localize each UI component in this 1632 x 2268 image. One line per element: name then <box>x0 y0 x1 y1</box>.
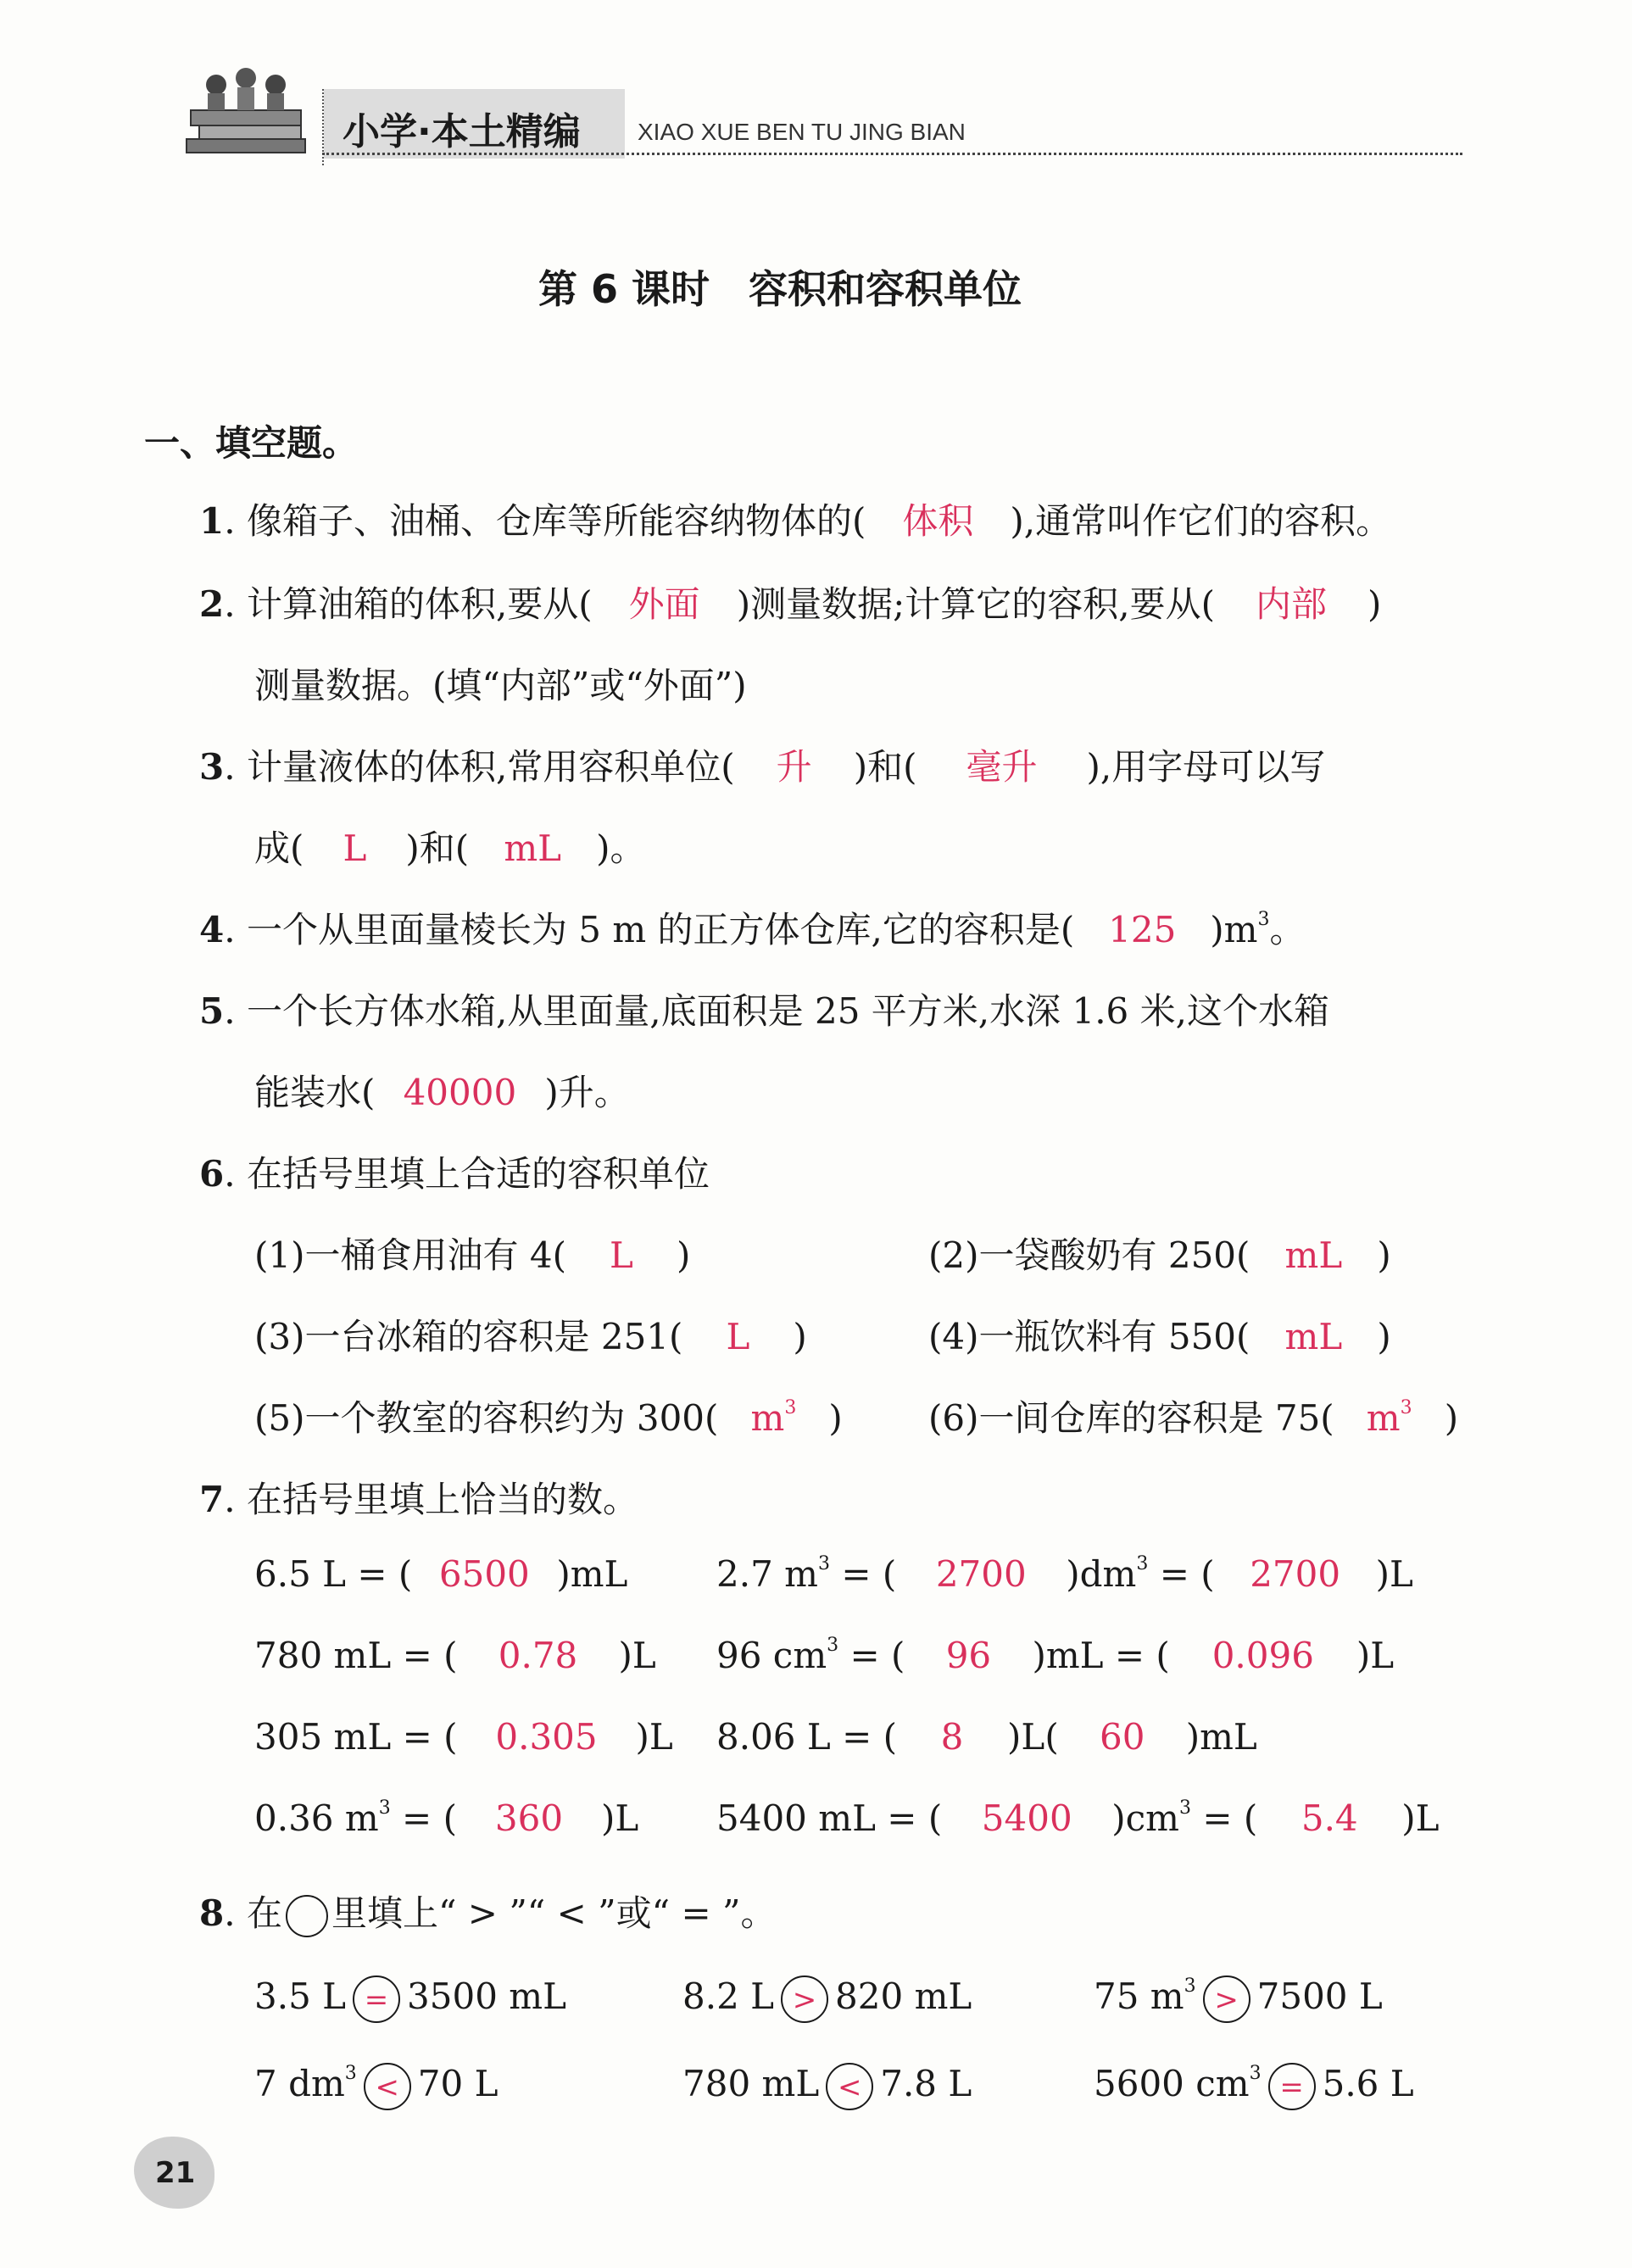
q8-item-6: 5600 $cm^3 = 5.6$ L <box>1094 2063 1414 2110</box>
lesson-title: 第 6 课时 容积和容积单位 <box>538 266 1022 312</box>
empty-circle-icon <box>286 1895 328 1937</box>
question-5: 5. 一个长方体水箱,从里面量,底面积是 25 平方米,水深 1.6 米,这个水箱 <box>199 990 1329 1032</box>
answer-circle: = <box>1268 2063 1316 2110</box>
q6-item-5: (5)一个教室的容积约为 300( $m^3$ ) <box>254 1397 843 1439</box>
series-pinyin: XIAO XUE BEN TU JING BIAN <box>638 119 966 145</box>
question-4: 4. 一个从里面量棱长为 5 m 的正方体仓库,它的容积是( 125 )$m^3$。 <box>199 909 1306 950</box>
q7-row1-left: 6.5 L = ( 6500 )mL <box>254 1553 628 1595</box>
q8-item-4: 7 $dm^3 < 70$ L <box>254 2063 498 2110</box>
q7-row3-right: 8.06 L = ( 8 )L( 60 )mL <box>716 1716 1257 1758</box>
q8-item-2: 8.2 L > 820 mL <box>682 1975 972 2023</box>
answer: 125 <box>1108 909 1177 950</box>
q8-item-1: 3.5 L = 3500 mL <box>254 1975 566 2023</box>
q6-item-6: (6)一间仓库的容积是 75( $m^3$ ) <box>928 1397 1459 1439</box>
answer-circle: < <box>826 2063 873 2110</box>
question-5-line2: 能装水( 40000 )升。 <box>254 1072 630 1113</box>
q7-row1-right: 2.7 $m^3$ = ( 2700 )$dm^3$ = ( 2700 )L <box>716 1553 1413 1595</box>
q7-row3-left: 305 mL = ( 0.305 )L <box>254 1716 673 1758</box>
q7-row2-right: 96 $cm^3$ = ( 96 )mL = ( 0.096 )L <box>716 1635 1395 1676</box>
question-2-line2: 测量数据。(填“内部”或“外面”) <box>254 665 747 706</box>
page-number: 21 <box>155 2156 196 2190</box>
question-8: 8. 在 里填上“ > ”“ < ”或“ = ”。 <box>199 1886 776 1937</box>
question-2: 2. 计算油箱的体积,要从( 外面 )测量数据;计算它的容积,要从( 内部 ) <box>199 577 1381 627</box>
q6-item-1: (1)一桶食用油有 4( L ) <box>254 1234 691 1276</box>
question-3: 3. 计量液体的体积,常用容积单位( 升 )和( 毫升 ),用字母可以写 <box>199 739 1325 790</box>
q7-row2-left: 780 mL = ( 0.78 )L <box>254 1635 656 1676</box>
q6-item-2: (2)一袋酸奶有 250( mL ) <box>928 1234 1391 1276</box>
question-6: 6. 在括号里填上合适的容积单位 <box>199 1153 710 1195</box>
answer-circle: = <box>353 1975 400 2023</box>
q6-item-3: (3)一台冰箱的容积是 251( L ) <box>254 1316 807 1357</box>
answer: 体积 <box>902 500 974 542</box>
question-3-line2: 成( L )和( mL )。 <box>254 828 646 869</box>
answer-circle: > <box>781 1975 828 2023</box>
answer: mL <box>504 828 562 869</box>
q6-item-4: (4)一瓶饮料有 550( mL ) <box>928 1316 1391 1357</box>
answer: 毫升 <box>966 746 1038 788</box>
section-heading: 一、填空题。 <box>144 422 359 464</box>
header-illustration <box>174 59 318 157</box>
question-7: 7. 在括号里填上恰当的数。 <box>199 1479 638 1520</box>
answer: L <box>343 828 367 869</box>
answer: 升 <box>776 746 812 788</box>
answer-circle: < <box>364 2063 411 2110</box>
answer-circle: > <box>1203 1975 1250 2023</box>
answer: 内部 <box>1255 583 1327 625</box>
question-1: 1. 像箱子、油桶、仓库等所能容纳物体的( 体积 ),通常叫作它们的容积。 <box>199 493 1391 544</box>
answer: 40000 <box>403 1072 517 1113</box>
q8-item-5: 780 mL < 7.8 L <box>682 2063 972 2110</box>
answer: 外面 <box>628 583 700 625</box>
series-title: 小学·本土精编 <box>343 110 581 153</box>
header-rule <box>322 153 1462 155</box>
q8-item-3: 75 $m^3 > 7500$ L <box>1094 1975 1383 2023</box>
q7-row4-right: 5400 mL = ( 5400 )$cm^3$ = ( 5.4 )L <box>716 1797 1440 1839</box>
q7-row4-left: 0.36 $m^3$ = ( 360 )L <box>254 1797 639 1839</box>
